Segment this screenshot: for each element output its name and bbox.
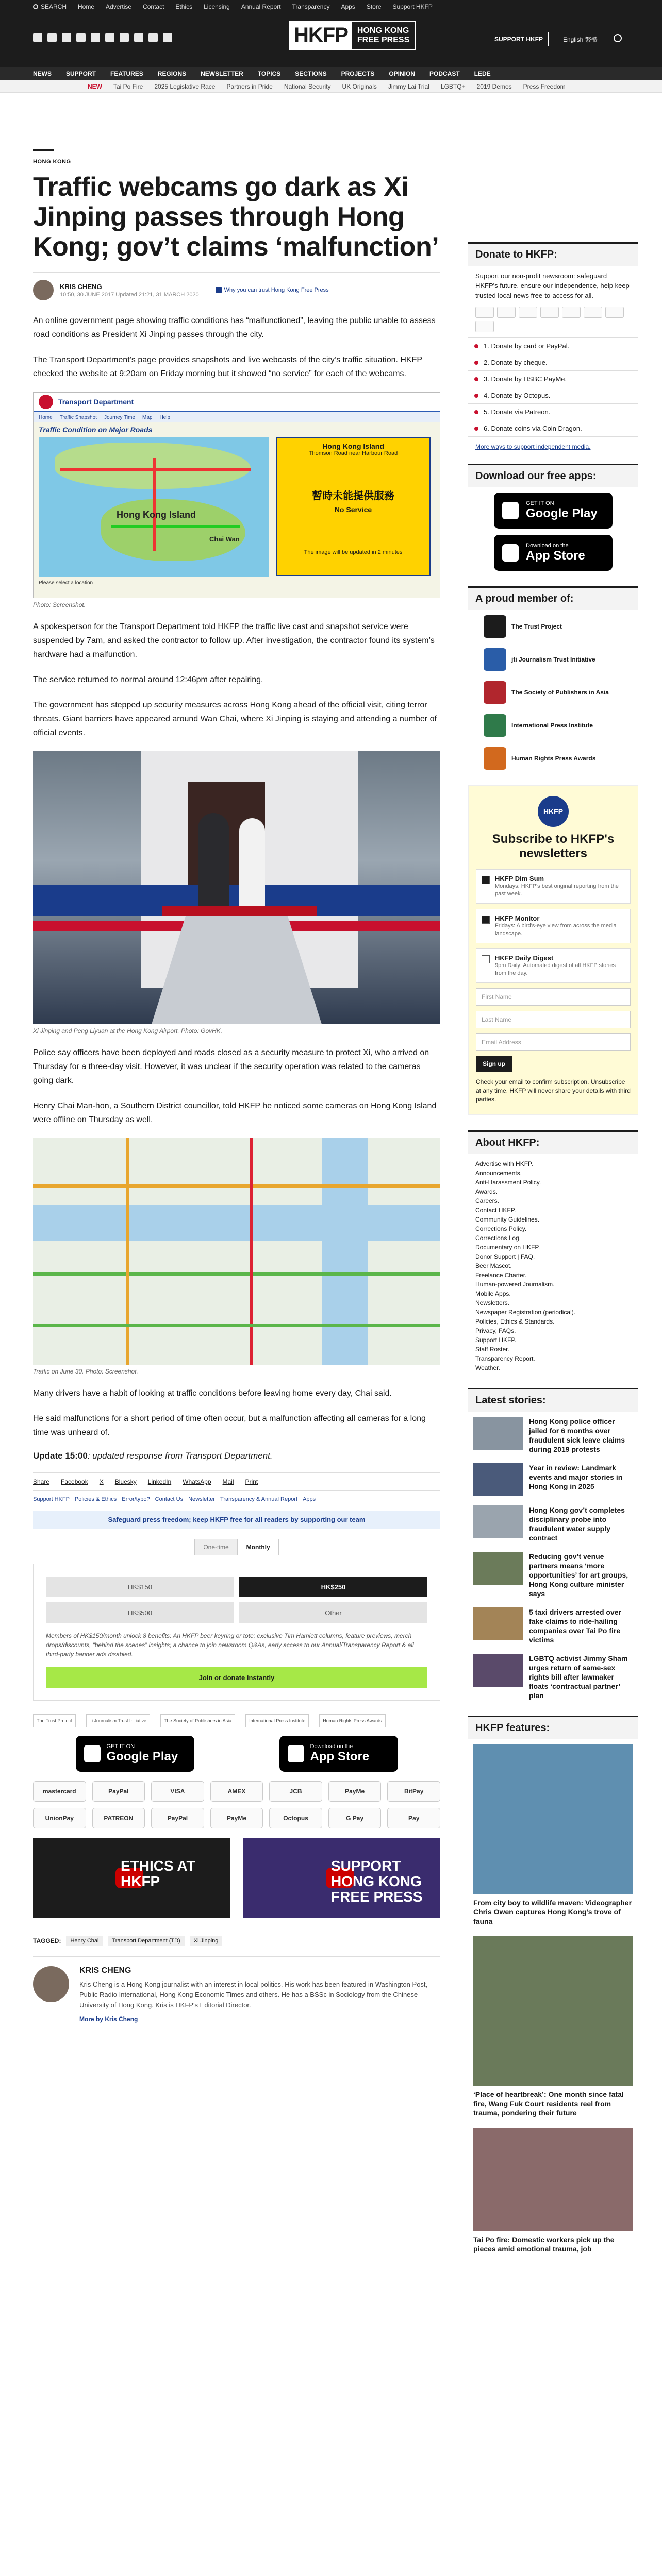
utility-link[interactable]: Licensing <box>204 3 230 10</box>
avatar[interactable] <box>33 1966 69 2002</box>
story-thumbnail[interactable] <box>473 1654 523 1687</box>
nav-item[interactable]: NEWS <box>33 70 52 77</box>
utility-bar <box>0 0 662 13</box>
newsletter-option[interactable]: HKFP Dim Sum Mondays: HKFP's best original reporting from the past week. <box>476 869 631 904</box>
story-thumbnail[interactable] <box>473 1463 523 1496</box>
jti-icon <box>484 648 506 671</box>
membership-benefits: Members of HK$150/month unlock 8 benefits: An HKFP beer keyring or tote; exclusive Tim Hamlett columns, feature previews, merch drops/discounts, “behind the scenes” insights; a chance to join newsroom Q&As, early access to our Annual/Transparency Report & all third-party banner ads disabled. <box>46 1632 414 1658</box>
figure-airport-photo <box>33 751 440 1035</box>
youtube-icon[interactable] <box>120 33 129 42</box>
visa-icon: VISA <box>151 1781 204 1802</box>
traffic-map-photo[interactable] <box>33 1138 440 1365</box>
trust-project-logo[interactable]: The Trust Project <box>33 1714 76 1727</box>
newsletter-option[interactable]: HKFP Monitor Fridays: A bird's-eye view from across the media landscape. <box>476 909 631 943</box>
language-switch[interactable]: English 繁體 <box>563 36 598 43</box>
subnav-item[interactable]: Jimmy Lai Trial <box>388 82 429 90</box>
about-link[interactable]: Support HKFP. <box>475 1336 517 1344</box>
trust-icon <box>216 287 222 293</box>
donate-option[interactable]: 2. Donate by cheque. <box>468 354 638 371</box>
paragraph: The service returned to normal around 12:46pm after repairing. <box>33 675 263 684</box>
ethics-video[interactable]: ETHICS AT HKFP <box>33 1838 230 1918</box>
share-print[interactable]: Print <box>245 1478 258 1485</box>
safeguard-banner[interactable]: Safeguard press freedom; keep HKFP free for all readers by supporting our team <box>33 1511 440 1529</box>
share-button[interactable]: Share <box>33 1478 50 1485</box>
tab-one-time[interactable]: One-time <box>194 1539 237 1555</box>
last-name-field[interactable]: Last Name <box>476 1011 631 1028</box>
story-thumbnail[interactable] <box>473 1505 523 1538</box>
latest-story[interactable]: Hong Kong police officer jailed for 6 months over fraudulent sick leave claims during 2019 protests <box>468 1417 638 1454</box>
traffic-map: Hong Kong Island Chai Wan <box>39 437 268 576</box>
about-link[interactable]: Beer Mascot. <box>475 1262 512 1269</box>
paragraph: An online government page showing traffic conditions has “malfunctioned”, leaving the public unable to assess road conditions as President Xi Jinping passes through the city. <box>33 316 436 339</box>
subnav-item[interactable]: National Security <box>284 82 331 90</box>
share-linkedin[interactable]: LinkedIn <box>147 1478 172 1485</box>
paragraph: The Transport Department’s page provides snapshots and live webcasts of the city’s traffic situation. HKFP checked the website at 9:20am on Friday morning but it showed “no service” for each of the webcams. <box>33 355 422 378</box>
payme-icon: PayMe <box>328 1781 382 1802</box>
nav-item[interactable]: FEATURES <box>110 70 143 77</box>
author-name[interactable]: KRIS CHENG <box>79 1966 131 1975</box>
subnav-item[interactable]: Press Freedom <box>523 82 566 90</box>
sidebar-app-badges <box>468 493 638 571</box>
about-link[interactable]: Freelance Charter. <box>475 1272 527 1279</box>
utility-link[interactable]: Advertise <box>106 3 132 10</box>
about-link[interactable]: Anti-Harassment Policy. <box>475 1179 541 1186</box>
donation-frequency <box>33 1539 440 1555</box>
nav-item[interactable]: LEDE <box>474 70 491 77</box>
newsletter-signup <box>468 785 638 1115</box>
google-play-icon <box>84 1745 101 1762</box>
more-by-author-link[interactable]: More by Kris Cheng <box>79 2015 138 2023</box>
paragraph: The government has stepped up security measures across Hong Kong ahead of the official visit, citing terror threats. Giant barriers have appeared around Wan Chai, where Xi Jinping is staying and attending a number of official events. <box>33 701 437 737</box>
member-logos <box>468 615 638 770</box>
subnav-item[interactable]: Partners in Pride <box>226 82 273 90</box>
bitpay-icon: BitPay <box>387 1781 440 1802</box>
paragraph: A spokesperson for the Transport Department told HKFP the traffic live cast and snapshot service were suspended by 7am, and asked the contractor to follow up. After investigation, the contractor found its system’s hardware had a malfunction. <box>33 622 435 659</box>
apple-pay-icon: Pay <box>387 1808 440 1828</box>
caption: Traffic on June 30. Photo: Screenshot. <box>33 1368 138 1375</box>
utility-link[interactable]: Contact <box>143 3 164 10</box>
about-link[interactable]: Contact HKFP. <box>475 1207 516 1214</box>
about-link[interactable]: Staff Roster. <box>475 1346 509 1353</box>
paragraph: He said malfunctions for a short period of time often occur, but a malfunction affecting all cameras for a long time was unheard of. <box>33 1414 426 1437</box>
subnav-item[interactable]: LGBTQ+ <box>440 82 466 90</box>
x-icon[interactable] <box>47 33 57 42</box>
feature-story[interactable]: From city boy to wildlife maven: Videographer Chris Owen captures Hong Kong’s trove of fauna <box>468 1744 638 1926</box>
facebook-icon[interactable] <box>33 33 42 42</box>
tab-monthly[interactable]: Monthly <box>238 1539 279 1555</box>
about-link[interactable]: Weather. <box>475 1364 500 1371</box>
patreon-icon: PATREON <box>92 1808 145 1828</box>
about-link[interactable]: Human-powered Journalism. <box>475 1281 555 1288</box>
donate-text: Support our non-profit newsroom: safeguard HKFP's future, ensure our independence, help keep trusted local news free-to-access for all. <box>475 272 630 299</box>
story-thumbnail[interactable] <box>473 1552 523 1585</box>
author-name[interactable]: KRIS CHENG <box>60 282 102 291</box>
about-link[interactable]: Corrections Policy. <box>475 1225 527 1232</box>
tiktok-icon[interactable] <box>148 33 158 42</box>
nav-item[interactable]: OPINION <box>389 70 415 77</box>
payment-methods <box>33 1781 440 1828</box>
article-headline: Traffic webcams go dark as Xi Jinping passes through Hong Kong; gov’t claims ‘malfunction’ <box>33 172 439 262</box>
trust-project-icon <box>484 615 506 638</box>
donate-option[interactable]: 3. Donate by HSBC PayMe. <box>468 371 638 387</box>
nav-item[interactable]: PROJECTS <box>341 70 375 77</box>
utility-link[interactable]: Annual Report <box>241 3 281 10</box>
story-thumbnail[interactable] <box>473 1417 523 1450</box>
nav-item[interactable]: NEWSLETTER <box>201 70 243 77</box>
video-promos <box>33 1838 440 1918</box>
main-nav <box>0 67 662 80</box>
instagram-icon[interactable] <box>62 33 71 42</box>
apple-icon <box>502 544 519 562</box>
about-link[interactable]: Privacy, FAQs. <box>475 1327 516 1334</box>
about-link[interactable]: Careers. <box>475 1197 500 1205</box>
hrpa-logo[interactable]: Human Rights Press Awards <box>319 1714 385 1727</box>
figure-traffic-map <box>33 1138 440 1375</box>
hkfp-newsletter-logo: HKFP <box>538 796 569 827</box>
article <box>33 149 440 2023</box>
utility-link[interactable]: Support HKFP <box>392 3 433 10</box>
byline <box>33 272 440 300</box>
donate-option[interactable]: 6. Donate coins via Coin Dragon. <box>468 420 638 437</box>
payme-icon: PayMe <box>210 1808 263 1828</box>
social-links <box>33 33 172 42</box>
about-link[interactable]: Advertise with HKFP. <box>475 1160 533 1167</box>
member-logo[interactable]: Human Rights Press Awards <box>484 747 623 770</box>
apple-icon <box>288 1745 304 1762</box>
google-play-icon <box>502 502 519 519</box>
nav-item[interactable]: SECTIONS <box>295 70 327 77</box>
section-label[interactable]: HONG KONG <box>33 159 71 165</box>
feature-image[interactable] <box>473 1744 633 1894</box>
join-donate-button[interactable]: Join or donate instantly <box>46 1667 427 1688</box>
sidebar-heading: Donate to HKFP: <box>468 242 638 266</box>
subnav-item[interactable]: UK Originals <box>342 82 377 90</box>
feature-story[interactable]: ‘Place of heartbreak’: One month since fatal fire, Wang Fuk Court residents reel from trauma, pondering their future <box>468 1936 638 2117</box>
amex-icon: AMEX <box>210 1781 263 1802</box>
paragraph: Henry Chai Man-hon, a Southern District councillor, told HKFP he noticed some cameras on Hong Kong Island were offline on Thursday as well. <box>33 1101 437 1124</box>
subnav-item[interactable]: 2019 Demos <box>476 82 512 90</box>
threads-icon[interactable] <box>76 33 86 42</box>
about-link[interactable]: Policies, Ethics & Standards. <box>475 1318 555 1325</box>
checkbox-icon[interactable] <box>482 955 490 963</box>
ipi-icon <box>484 714 506 737</box>
about-link[interactable]: Transparency Report. <box>475 1355 535 1362</box>
paragraph: Many drivers have a habit of looking at traffic conditions before leaving home every day, Chai said. <box>33 1389 392 1398</box>
jti-logo[interactable]: jti Journalism Trust Initiative <box>86 1714 151 1727</box>
search-icon[interactable] <box>614 34 622 42</box>
checkbox-checked-icon[interactable] <box>482 916 490 924</box>
amount-option[interactable]: HK$150 <box>46 1577 234 1597</box>
visa-icon <box>497 307 516 318</box>
app-store-badge[interactable]: Download on the App Store <box>494 535 613 571</box>
paypal-icon: PayPal <box>151 1808 204 1828</box>
about-link[interactable]: Donor Support | FAQ. <box>475 1253 535 1260</box>
signup-button[interactable]: Sign up <box>476 1056 512 1072</box>
td-logo-icon <box>39 395 53 409</box>
google-play-badge[interactable]: GET IT ON Google Play <box>76 1736 194 1772</box>
ipi-logo[interactable]: International Press Institute <box>245 1714 309 1727</box>
about-link[interactable]: Mobile Apps. <box>475 1290 511 1297</box>
tag[interactable]: Transport Department (TD) <box>108 1936 184 1946</box>
site-header <box>0 13 662 67</box>
first-name-field[interactable]: First Name <box>476 988 631 1006</box>
member-logo[interactable]: International Press Institute <box>484 714 623 737</box>
support-video[interactable]: SUPPORT HONG KONG FREE PRESS <box>243 1838 440 1918</box>
about-links <box>468 1159 638 1372</box>
share-whatsapp[interactable]: WhatsApp <box>183 1478 211 1485</box>
tag[interactable]: Xi Jinping <box>190 1936 223 1946</box>
share-bluesky[interactable]: Bluesky <box>114 1478 137 1485</box>
donate-options <box>468 337 638 437</box>
amount-option-selected[interactable]: HK$250 <box>239 1577 427 1597</box>
tag[interactable]: Henry Chai <box>66 1936 103 1946</box>
about-link[interactable]: Corrections Log. <box>475 1234 521 1242</box>
amount-option[interactable]: HK$500 <box>46 1602 234 1623</box>
about-link[interactable]: Community Guidelines. <box>475 1216 540 1223</box>
about-link[interactable]: Newsletters. <box>475 1299 510 1307</box>
about-link[interactable]: Documentary on HKFP. <box>475 1244 540 1251</box>
utility-link[interactable]: Apps <box>341 3 355 10</box>
app-store-badges <box>33 1736 440 1772</box>
sidebar-heading: A proud member of: <box>468 586 638 610</box>
figure-traffic-screenshot <box>33 392 440 608</box>
author-box <box>33 1956 440 2023</box>
donate-option[interactable]: 1. Donate by card or PayPal. <box>468 338 638 354</box>
utility-link[interactable]: Ethics <box>175 3 193 10</box>
nav-item[interactable]: SUPPORT <box>66 70 96 77</box>
no-service-image: 暫時未能提供服務 No Service <box>296 462 410 539</box>
app-store-badge[interactable]: Download on the App Store <box>279 1736 398 1772</box>
sopa-logo[interactable]: The Society of Publishers in Asia <box>160 1714 235 1727</box>
nav-item[interactable]: PODCAST <box>429 70 460 77</box>
donation-box <box>33 1564 440 1701</box>
trust-logos <box>33 1714 440 1727</box>
caption: Photo: Screenshot. <box>33 601 86 608</box>
utility-link[interactable]: Home <box>78 3 95 10</box>
divider <box>33 149 54 151</box>
nav-item[interactable]: REGIONS <box>157 70 187 77</box>
latest-story[interactable]: LGBTQ activist Jimmy Sham urges return of same-sex rights bill after lawmaker floats ‘contractual partner’ plan <box>468 1654 638 1700</box>
paypal-icon <box>540 307 559 318</box>
mastercard-icon: mastercard <box>33 1781 86 1802</box>
octopus-icon <box>584 307 602 318</box>
latest-story[interactable]: Reducing gov’t venue partners means ‘more opportunities’ for art groups, Hong Kong culture minister says <box>468 1552 638 1598</box>
newsletter-title: Subscribe to HKFP's newsletters <box>492 832 615 860</box>
email-field[interactable]: Email Address <box>476 1033 631 1051</box>
donate-option[interactable]: 5. Donate via Patreon. <box>468 404 638 420</box>
jcb-icon <box>475 321 494 332</box>
about-link[interactable]: Newspaper Registration (periodical). <box>475 1309 576 1316</box>
newsletter-option[interactable]: HKFP Daily Digest 9pm Daily: Automated digest of all HKFP stories from the day. <box>476 948 631 983</box>
publish-dates: 10:50, 30 JUNE 2017 Updated 21:21, 31 MARCH 2020 <box>60 291 199 298</box>
sidebar-heading: HKFP features: <box>468 1716 638 1739</box>
caption: Xi Jinping and Peng Liyuan at the Hong Kong Airport. Photo: GovHK. <box>33 1027 223 1035</box>
sopa-icon <box>484 681 506 704</box>
checkbox-checked-icon[interactable] <box>482 876 490 884</box>
sidebar-heading: About HKFP: <box>468 1130 638 1154</box>
sidebar-heading: Download our free apps: <box>468 464 638 487</box>
feature-image[interactable] <box>473 1936 633 2086</box>
share-mail[interactable]: Mail <box>222 1478 234 1485</box>
linkedin-icon[interactable] <box>134 33 143 42</box>
avatar[interactable] <box>33 280 54 300</box>
bluesky-icon[interactable] <box>105 33 114 42</box>
feature-image[interactable] <box>473 2128 633 2231</box>
camera-panel: Hong Kong Island Thomson Road near Harbour Road 暫時未能提供服務 No Service The image will be updated in 2 minutes <box>276 437 431 576</box>
octopus-icon: Octopus <box>269 1808 322 1828</box>
latest-story[interactable]: Hong Kong gov’t completes disciplinary probe into fraudulent water supply contract <box>468 1505 638 1543</box>
rss-icon[interactable] <box>163 33 172 42</box>
feature-story[interactable]: Tai Po fire: Domestic workers pick up the pieces amid emotional trauma, job <box>468 2128 638 2253</box>
about-link[interactable]: Announcements. <box>475 1170 522 1177</box>
search-link[interactable]: SEARCH <box>33 3 67 10</box>
trust-link[interactable]: Why you can trust Hong Kong Free Press <box>216 287 329 293</box>
unionpay-icon: UnionPay <box>33 1808 86 1828</box>
member-logo[interactable]: The Trust Project <box>484 615 623 638</box>
more-ways-link[interactable]: More ways to support independent media. <box>475 443 591 450</box>
support-hkfp-button[interactable]: SUPPORT HKFP <box>489 32 549 46</box>
share-bar <box>33 1472 440 1491</box>
hrpa-icon <box>484 747 506 770</box>
member-logo[interactable]: The Society of Publishers in Asia <box>484 681 623 704</box>
subnav-item[interactable]: Tai Po Fire <box>113 82 143 90</box>
sub-nav <box>0 80 662 93</box>
share-x[interactable]: X <box>99 1478 104 1485</box>
telegram-icon[interactable] <box>91 33 100 42</box>
author-bio: Kris Cheng is a Hong Kong journalist with an interest in local politics. His work has been featured in Washington Post, Public Radio International, Hong Kong Economic Times and others. He has a BSSc in Sociology from the Chinese University of Hong Kong. Kris is HKFP's Editorial Director. <box>79 1980 428 2009</box>
airport-photo[interactable] <box>33 751 440 1024</box>
paypal-icon: PayPal <box>92 1781 145 1802</box>
sidebar-heading: Latest stories: <box>468 1388 638 1412</box>
share-facebook[interactable]: Facebook <box>61 1478 88 1485</box>
nav-item[interactable]: TOPICS <box>257 70 281 77</box>
unionpay-icon <box>605 307 624 318</box>
sidebar-payment-icons <box>468 307 638 332</box>
newsletter-note: Check your email to confirm subscription. Unsubscribe at any time. HKFP will never share your details with third parties. <box>476 1078 631 1103</box>
support-links: Support HKFP Policies & Ethics Error/typo? Contact Us Newsletter Transparency & Annual Report Apps <box>33 1496 316 1502</box>
amount-option[interactable]: Other <box>239 1602 427 1623</box>
new-badge: NEW <box>88 82 102 90</box>
tag-list: TAGGED: Henry Chai Transport Department (TD) Xi Jinping <box>33 1928 440 1946</box>
payme-icon <box>562 307 581 318</box>
utility-link[interactable]: Transparency <box>292 3 330 10</box>
paragraph: Police say officers have been deployed and roads closed as a security measure to protect Xi, who arrived on Thursday for a three-day visit. However, it was unclear if the security operation was related to the cameras going dark. <box>33 1048 429 1085</box>
utility-link[interactable]: Store <box>366 3 382 10</box>
hkfp-logo[interactable]: HKFP HONG KONG FREE PRESS <box>289 21 416 50</box>
subnav-item[interactable]: 2025 Legislative Race <box>154 82 216 90</box>
update-note: Update 15:00: updated response from Transport Department. <box>33 1451 273 1461</box>
traffic-screenshot[interactable]: Transport Department Home Traffic Snapshot Journey Time Map Help Traffic Condition on Major Roads Hong Kong Island Chai Wan Hong Kong Island Thomson Road near Harbour Road 暫時未能提供服務 No Service The image will be updated in 2 minutes Please select a location <box>33 392 440 598</box>
about-link[interactable]: Awards. <box>475 1188 498 1195</box>
search-icon <box>33 4 38 9</box>
sidebar <box>468 242 638 2264</box>
latest-story[interactable]: Year in review: Landmark events and major stories in Hong Kong in 2025 <box>468 1463 638 1496</box>
latest-story[interactable]: 5 taxi drivers arrested over fake claims to ride-hailing companies over Tai Po fire victims <box>468 1607 638 1645</box>
jcb-icon: JCB <box>269 1781 322 1802</box>
google-play-badge[interactable]: GET IT ON Google Play <box>494 493 613 529</box>
member-logo[interactable]: jti Journalism Trust Initiative <box>484 648 623 671</box>
google-pay-icon: G Pay <box>328 1808 382 1828</box>
donate-option[interactable]: 4. Donate by Octopus. <box>468 387 638 404</box>
story-thumbnail[interactable] <box>473 1607 523 1640</box>
mastercard-icon <box>475 307 494 318</box>
amex-icon <box>519 307 537 318</box>
